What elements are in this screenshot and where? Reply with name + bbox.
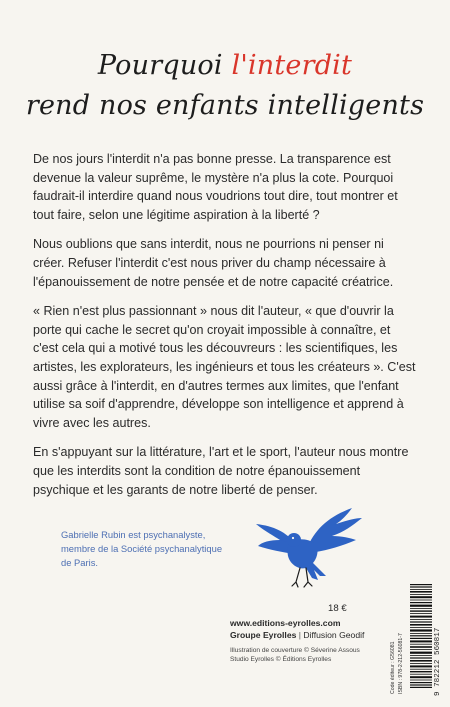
barcode xyxy=(410,584,432,688)
distributor: Diffusion Geodif xyxy=(303,630,365,640)
publisher-website: www.editions-eyrolles.com xyxy=(230,618,341,628)
publisher-group xyxy=(230,629,388,641)
isbn-codes xyxy=(388,584,410,696)
paragraph-3: « Rien n'est plus passionnant » nous dit l'auteur, « que d'ouvrir la porte qui cache le secret qu'on croyait impossible à connaître, et c'est cela qui a motivé tous les découvreurs : les scientifiques, les artistes, les explorateurs, les ingénieurs et tous les créateurs ». C'est aussi grâce à l'interdit, en d'autres termes aux limites, que l'enfant utilise sa soif d'apprendre, développe son intelligence et apprend à vivre avec les autres. xyxy=(33,304,416,430)
publisher-code: Code éditeur : G56081 xyxy=(390,641,396,694)
barcode-number: 9 782212 560817 xyxy=(434,627,442,696)
publisher-separator: | xyxy=(298,630,302,640)
barcode-digits xyxy=(433,588,445,698)
author-bio-line-2: membre de la Société psychanalytique xyxy=(61,543,223,554)
publisher-info xyxy=(230,603,388,664)
credit-illustration: Illustration de couverture © Séverine Assous xyxy=(230,647,360,654)
isbn-code: ISBN : 978-2-212-56081-7 xyxy=(398,633,404,694)
credit-studio: Studio Eyrolles © Éditions Eyrolles xyxy=(230,656,332,663)
book-title-line-1 xyxy=(0,50,450,82)
book-title-line-2: rend nos enfants intelligents xyxy=(25,90,425,121)
price: 18 € xyxy=(328,603,347,614)
back-cover-text xyxy=(33,150,418,510)
credits xyxy=(230,646,388,664)
author-bio xyxy=(61,528,261,570)
author-bio-line-3: de Paris. xyxy=(61,557,98,568)
title-prefix: Pourquoi xyxy=(97,50,232,81)
paragraph-2: Nous oublions que sans interdit, nous ne pourrions ni penser ni créer. Refuser l'interdit c'est nous priver du champ nécessaire à l'épanouissement de notre pensée et de notre capacité créatrice. xyxy=(33,237,394,289)
author-bio-line-1: Gabrielle Rubin est psychanalyste, xyxy=(61,529,206,540)
paragraph-1: De nos jours l'interdit n'a pas bonne presse. La transparence est devenue la valeur suprême, le mystère n'a plus la cote. Pourquoi faudrait-il interdire quand nous voudrions tout dire, tout montrer et tout faire, selon une légitime aspiration à la liberté ? xyxy=(33,152,398,222)
paragraph-4: En s'appuyant sur la littérature, l'art et le sport, l'auteur nous montre que les interdits sont la condition de notre épanouissement psychique et les garants de notre liberté de penser. xyxy=(33,445,409,497)
bird-icon xyxy=(256,506,364,590)
title-accent: l'interdit xyxy=(231,50,353,81)
publisher-name: Groupe Eyrolles xyxy=(230,630,297,640)
